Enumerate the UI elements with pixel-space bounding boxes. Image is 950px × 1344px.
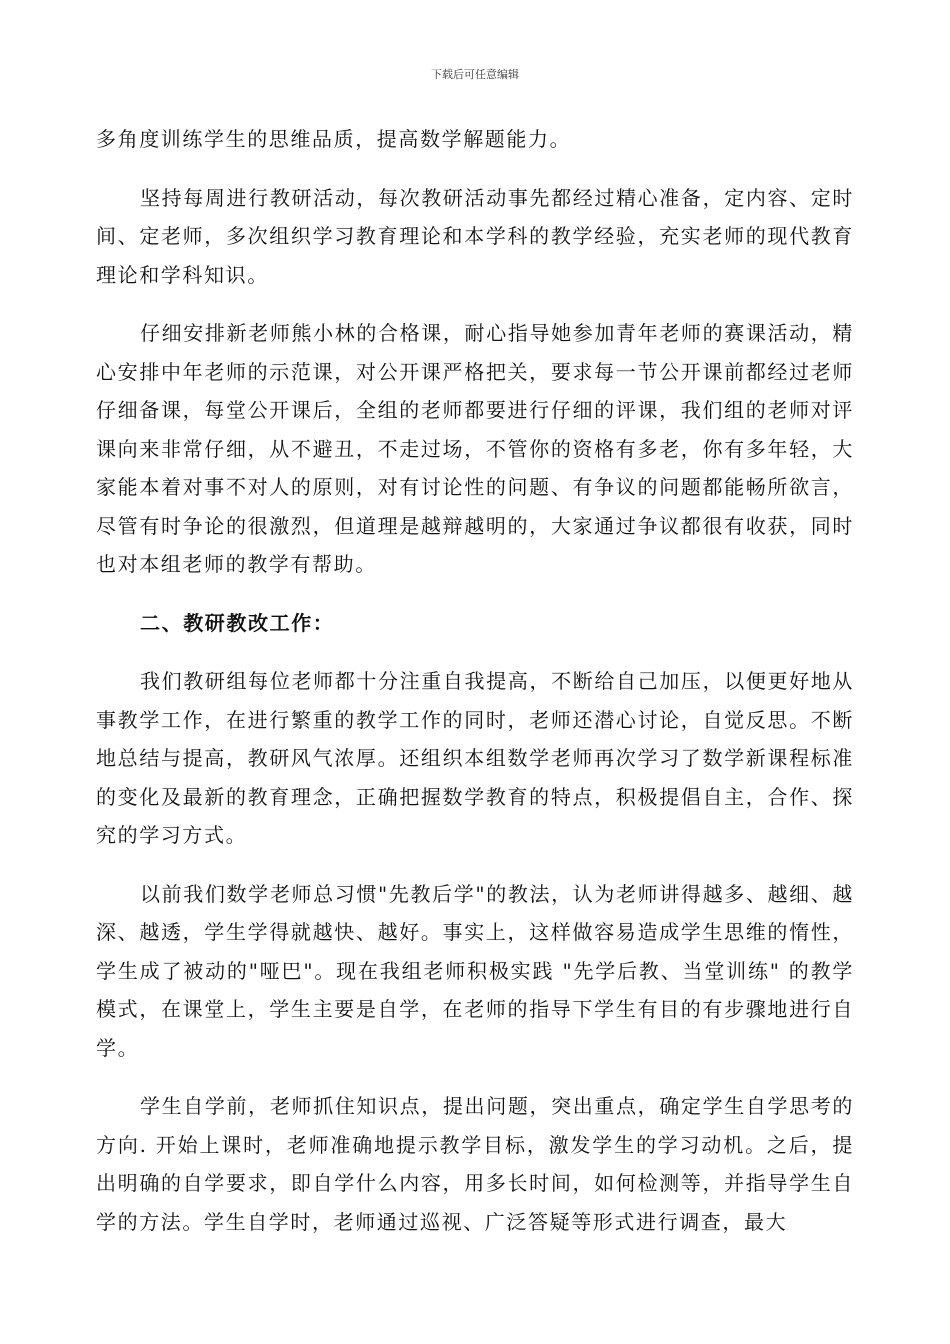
paragraph-teaching-model: 以前我们数学老师总习惯"先教后学"的教法，认为老师讲得越多、越细、越深、越透，学生学得就越快、越好。事实上，这样做容易造成学生思维的惰性，学生成了被动的"哑巴"。现在我组老师积极实践 "先学后教、当堂训练" 的教学模式，在课堂上，学生主要是自学，在老师的指导下学生有目的有步骤地进行自学。 <box>96 881 854 1060</box>
section-heading: 二、教研教改工作： <box>140 610 335 635</box>
paragraph-lesson-arrangement: 仔细安排新老师熊小林的合格课，耐心指导她参加青年老师的赛课活动，精心安排中年老师的示范课，对公开课严格把关，要求每一节公开课前都经过老师仔细备课，每堂公开课后，全组的老师都要进行仔细的评课，我们组的老师对评课向来非常仔细，从不避丑，不走过场，不管你的资格有多老，你有多年轻，大家能本着对事不对人的原则，对有讨论性的问题、有争议的问题都能畅所欲言，尽管有时争论的很激烈，但道理是越辩越明的，大家通过争议都很有收获，同时也对本组老师的教学有帮助。 <box>96 321 854 576</box>
paragraph-self-improvement: 我们教研组每位老师都十分注重自我提高，不断给自己加压，以便更好地从事教学工作，在进行繁重的教学工作的同时，老师还潜心讨论，自觉反思。不断地总结与提高，教研风气浓厚。还组织本组数学老师再次学习了数学新课程标准的变化及最新的教育理念，正确把握数学教育的特点，积极提倡自主，合作、探究的学习方式。 <box>96 669 854 847</box>
page-header: 下载后可任意编辑 <box>431 68 519 81</box>
paragraph-weekly-research: 坚持每周进行教研活动，每次教研活动事先都经过精心准备，定内容、定时间、定老师，多次组织学习教育理论和本学科的教学经验，充实老师的现代教育理论和学科知识。 <box>96 185 854 287</box>
paragraph-continued: 多角度训练学生的思维品质，提高数学解题能力。 <box>96 127 572 151</box>
paragraph-self-study: 学生自学前，老师抓住知识点，提出问题，突出重点，确定学生自学思考的方向. 开始上课时，老师准确地提示教学目标，激发学生的学习动机。之后，提出明确的自学要求，即自学什么内容，用多长时间，如何检测等，并指导学生自学的方法。学生自学时，老师通过巡视、广泛答疑等形式进行调查，最大 <box>96 1094 854 1234</box>
